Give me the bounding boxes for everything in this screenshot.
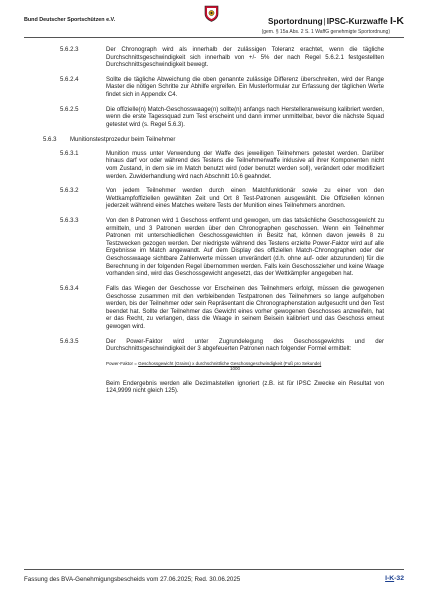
- formula-label: Power-Faktor =: [106, 360, 139, 366]
- footer-page-number: -32: [394, 575, 404, 582]
- paragraph-number: 5.6.3.1: [60, 150, 79, 157]
- paragraph-number: 5.6.2.3: [60, 47, 79, 53]
- formula-denominator: 1000: [230, 366, 241, 372]
- paragraph: [0, 151, 424, 181]
- footer-page: [385, 575, 404, 582]
- paragraph-number: 5.6.2.4: [60, 76, 79, 83]
- paragraph-number: 5.6.2.5: [60, 106, 79, 113]
- header-title-sub: IPSC-Kurzwaffe: [326, 17, 388, 26]
- paragraph-text: Der Chronograph wird als innerhalb der zulässigen Toleranz erachtet, wenn die tägliche Durchschnittsgeschwindigkeit sich innerhalb von +/- 5% der nach Regel 5.6.2.1 festgestellten Durchschnittsgeschwindigkeit bewegt.: [106, 47, 384, 69]
- paragraph: [0, 339, 424, 354]
- paragraph-number: 5.6.3.4: [60, 285, 79, 292]
- paragraph: [0, 381, 424, 396]
- paragraph: [0, 286, 424, 331]
- paragraph-number: 5.6.3.5: [60, 338, 79, 345]
- paragraph-text: Munition muss unter Verwendung der Waffe des jeweiligen Teilnehmers getestet werden. Darüber hinaus darf vor oder während des Testens die Teilnehmerwaffe inklusive all ihrer Komponenten nicht vom Zustand, in dem sie im Match benutzt wird (oder benutzt werden soll), verändert oder modifiziert werden. Zuwiderhandlung wird nach Abschnitt 10.6 geahndet.: [106, 150, 384, 180]
- footer-divider: [24, 569, 404, 570]
- section-title: Munitionstestprozedur beim Teilnehmer: [70, 136, 176, 143]
- paragraph-text: Beim Endergebnis werden alle Dezimalstellen ignoriert (z.B. ist für IPSC Zwecke ein Resultat von 124,9999 nicht gleich 125).: [106, 380, 384, 395]
- paragraph-number: 5.6.3.2: [60, 188, 79, 195]
- header-title-separator: |: [323, 17, 326, 26]
- footer-code: I-K: [385, 575, 395, 582]
- paragraph-number: 5.6.3.3: [60, 218, 79, 225]
- section-heading: [0, 137, 424, 145]
- power-factor-formula: [106, 361, 394, 372]
- formula-numerator: Geschossgewicht (Grains) x durchschnittliche Geschossgeschwindigkeit (Fuß pro Sekunde): [138, 360, 322, 366]
- paragraph: [0, 107, 424, 130]
- paragraph-text: Sollte die tägliche Abweichung die oben genannte zulässige Differenz überschreiten, wird der Range Master die nötigen Schritte zur Abhilfe ergreifen. Ein Musterformular zur Erfassung der täglichen Werte findet sich in Appendix C4.: [106, 76, 384, 99]
- paragraph: [0, 188, 424, 211]
- header-title: [268, 15, 404, 27]
- paragraph-text: Die offizielle(n) Match-Geschosswaage(n) sollte(n) anfangs nach Herstelleranweisung kalibriert werden, wenn die erste Tagessquad zum Test erscheint und dann immer unmittelbar, bevor die nächste Squad getestet wird (s. Regel 5.6.3).: [106, 106, 384, 128]
- header-subtitle: (gem. § 15a Abs. 2 S. 1 WaffG genehmigte Sportordnung): [261, 29, 390, 35]
- paragraph-text: Falls das Wiegen der Geschosse vor Erscheinen des Teilnehmers erfolgt, müssen die gewogenen Geschosse zusammen mit den verbleibenden Testpatronen des Teilnehmers so lange aufgehoben werden, bis der Teilnehmer oder sein Repräsentant die Chronographenstation aufgesucht und den Test beendet hat. Sollte der Teilnehmer das Gewicht eines vorher gewogenen Geschosses anzweifeln, hat er das Recht, zu verlangen, dass die Waage in seinem Beisein kalibriert und das Geschoss erneut gewogen wird.: [106, 285, 384, 330]
- section-number: 5.6.3: [43, 136, 57, 143]
- paragraph-text: Von jedem Teilnehmer werden durch einen Matchfunktionär sowie zu einer von den Wettkampfoffiziellen gewählten Zeit und Ort 8 Test-Patronen ausgewählt. Die Offiziellen können jederzeit während eines Matches weitere Tests der Munition eines Teilnehmers anordnen.: [106, 188, 384, 210]
- paragraph: [0, 77, 424, 100]
- header-title-main: Sportordnung: [268, 17, 323, 26]
- paragraph-text: Von den 8 Patronen wird 1 Geschoss entfernt und gewogen, um das tatsächliche Geschossgewicht zu ermitteln, und 3 Patronen werden über den Chronographen geschossen. Wenn ein Teilnehmer Patronen mit unterschiedlichen Geschossgewichten in Besitz hat, können davon jeweils 8 zu Testzwecken gezogen werden. Der niedrigste während des Testens erzielte Power-Faktor wird auf alle Ergebnisse im Match angewandt. Auf dem Display des offiziellen Match-Chronographen oder der Geschosswaage sichtbare Zahlenwerte müssen unverändert (d.h. ohne auf- oder abzurunden) für die Berechnung in der folgenden Regel übernommen werden. Falls kein Geschosszieher und keine Waage vorhanden sind, wird das Geschossgewicht angesetzt, das der Wettkämpfer angegeben hat.: [106, 218, 384, 278]
- header-org: Bund Deutscher Sportschützen e.V.: [24, 17, 116, 23]
- paragraph: [0, 47, 424, 70]
- paragraph: [0, 218, 424, 278]
- bds-logo-icon: [204, 5, 219, 22]
- footer-version: Fassung des BVA-Genehmigungsbescheids vom 27.06.2025; Red. 30.06.2025: [24, 576, 241, 583]
- header-title-code: I-K: [390, 15, 404, 27]
- header-divider: [24, 37, 404, 38]
- document-body: [0, 47, 424, 403]
- paragraph-text: Der Power-Faktor wird unter Zugrundelegung des Geschossgewichts und der Durchschnittsgeschwindigkeit der 3 abgefeuerten Patronen nach folgender Formel ermittelt:: [106, 338, 384, 353]
